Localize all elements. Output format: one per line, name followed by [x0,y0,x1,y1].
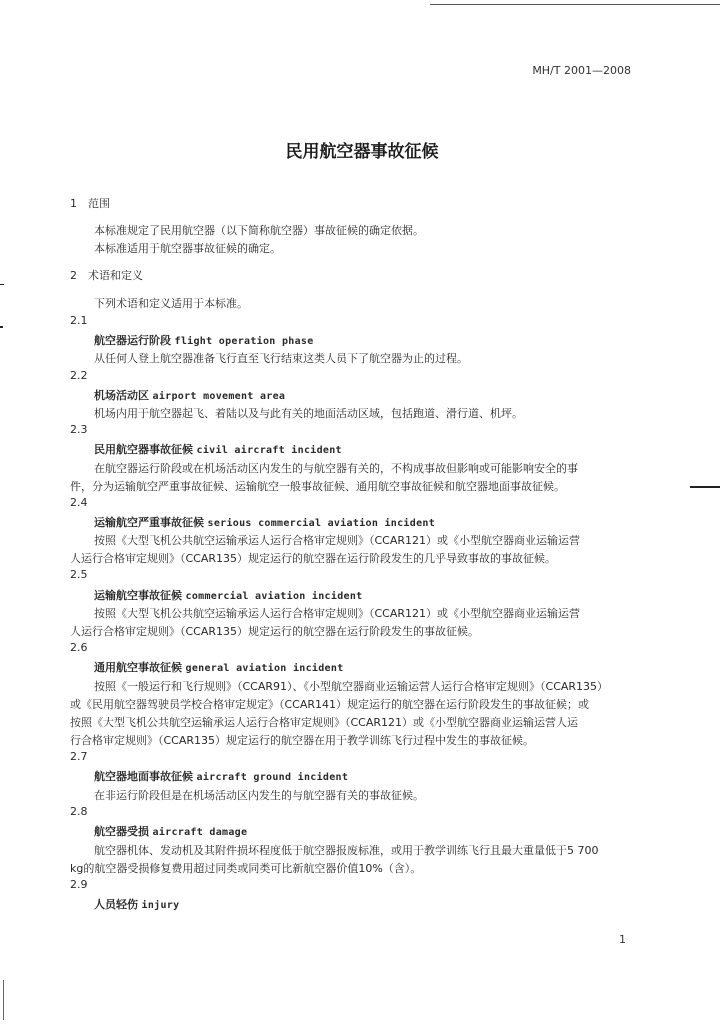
scan-edge-line [430,4,720,5]
term-heading [94,387,285,403]
section-1-heading: 1 范围 [70,197,110,210]
term-heading [94,659,344,675]
section-1-paragraph: 本标准规定了民用航空器（以下简称航空器）事故征候的确定依据。 [94,224,424,237]
definition-text: 按照《大型飞机公共航空运输承运人运行合格审定规则》（CCAR121）或《小型航空器商业运输运营 [94,607,581,620]
definition-text: 人运行合格审定规则》（CCAR135）规定运行的航空器在运行阶段发生的事故征候。 [70,625,480,638]
term-heading [94,768,348,784]
term-en: general aviation incident [185,663,344,674]
term-zh: 航空器运行阶段 [94,334,171,347]
standard-code: MH/T 2001—2008 [532,64,631,77]
clause-number: 2.4 [70,496,88,509]
definition-text: 航空器机体、发动机及其附件损坏程度低于航空器报废标准，或用于教学训练飞行且最大重量低于5 700 [94,844,599,857]
scan-edge-line [3,980,4,1020]
definition-text: 从任何人登上航空器准备飞行直至飞行结束这类人员下了航空器为止的过程。 [94,352,468,365]
definition-text: 在航空器运行阶段或在机场活动区内发生的与航空器有关的，不构成事故但影响或可能影响安全的事 [94,462,578,475]
term-en: aircraft ground incident [196,772,349,783]
term-zh: 通用航空事故征候 [94,661,182,674]
term-zh: 机场活动区 [94,389,149,402]
definition-text: 行合格审定规则》（CCAR135）规定运行的航空器在用于教学训练飞行过程中发生的事故征候。 [70,734,535,747]
term-heading [94,587,362,603]
scan-mark [0,326,3,328]
term-heading [94,332,314,348]
section-1-paragraph: 本标准适用于航空器事故征候的确定。 [94,242,281,255]
clause-number: 2.7 [70,750,88,763]
term-en: serious commercial aviation incident [207,518,436,529]
page-number: 1 [619,933,626,946]
term-en: airport movement area [152,391,286,402]
clause-number: 2.5 [70,568,88,581]
definition-text: kg的航空器受损修复费用超过同类或同类可比新航空器价值10%（含）。 [70,862,422,875]
term-zh: 航空器地面事故征候 [94,770,193,783]
term-en: flight operation phase [174,336,314,347]
clause-number: 2.9 [70,878,88,891]
term-en: aircraft damage [152,827,248,838]
clause-number: 2.3 [70,423,88,436]
term-en: civil aircraft incident [196,445,342,456]
term-heading [94,514,435,530]
term-zh: 运输航空严重事故征候 [94,516,204,529]
definition-text: 按照《大型飞机公共航空运输承运人运行合格审定规则》（CCAR121）或《小型航空器商业运输运营 [94,534,581,547]
term-zh: 人员轻伤 [94,898,138,911]
clause-number: 2.8 [70,805,88,818]
definition-text: 或《民用航空器驾驶员学校合格审定规定》（CCAR141）规定运行的航空器在运行阶段发生的事故征候；或 [70,698,590,711]
term-heading [94,441,342,457]
term-en: commercial aviation incident [185,591,363,602]
clause-number: 2.6 [70,641,88,654]
document-title: 民用航空器事故征候 [285,142,439,162]
term-zh: 民用航空器事故征候 [94,443,193,456]
definition-text: 按照《大型飞机公共航空运输承运人运行合格审定规则》（CCAR121）或《小型航空器商业运输运营人运 [70,716,579,729]
clause-number: 2.1 [70,314,88,327]
definition-text: 件，分为运输航空严重事故征候、运输航空一般事故征候、通用航空事故征候和航空器地面事故征候。 [70,480,565,493]
term-en: injury [141,900,180,911]
section-2-heading: 2 术语和定义 [70,269,143,282]
term-zh: 运输航空事故征候 [94,589,182,602]
definition-text: 人运行合格审定规则》（CCAR135）规定运行的航空器在运行阶段发生的几乎导致事故的事故征候。 [70,552,557,565]
term-heading [94,823,247,839]
scan-mark [690,486,720,488]
definition-text: 机场内用于航空器起飞、着陆以及与此有关的地面活动区域，包括跑道、滑行道、机坪。 [94,407,523,420]
definition-text: 在非运行阶段但是在机场活动区内发生的与航空器有关的事故征候。 [94,789,424,802]
definition-text: 按照《一般运行和飞行规则》（CCAR91）、《小型航空器商业运输运营人运行合格审定规则》（CCAR135） [94,680,609,693]
term-zh: 航空器受损 [94,825,149,838]
term-heading [94,896,179,912]
section-2-intro: 下列术语和定义适用于本标准。 [94,297,248,310]
scan-mark [0,284,4,285]
clause-number: 2.2 [70,369,88,382]
